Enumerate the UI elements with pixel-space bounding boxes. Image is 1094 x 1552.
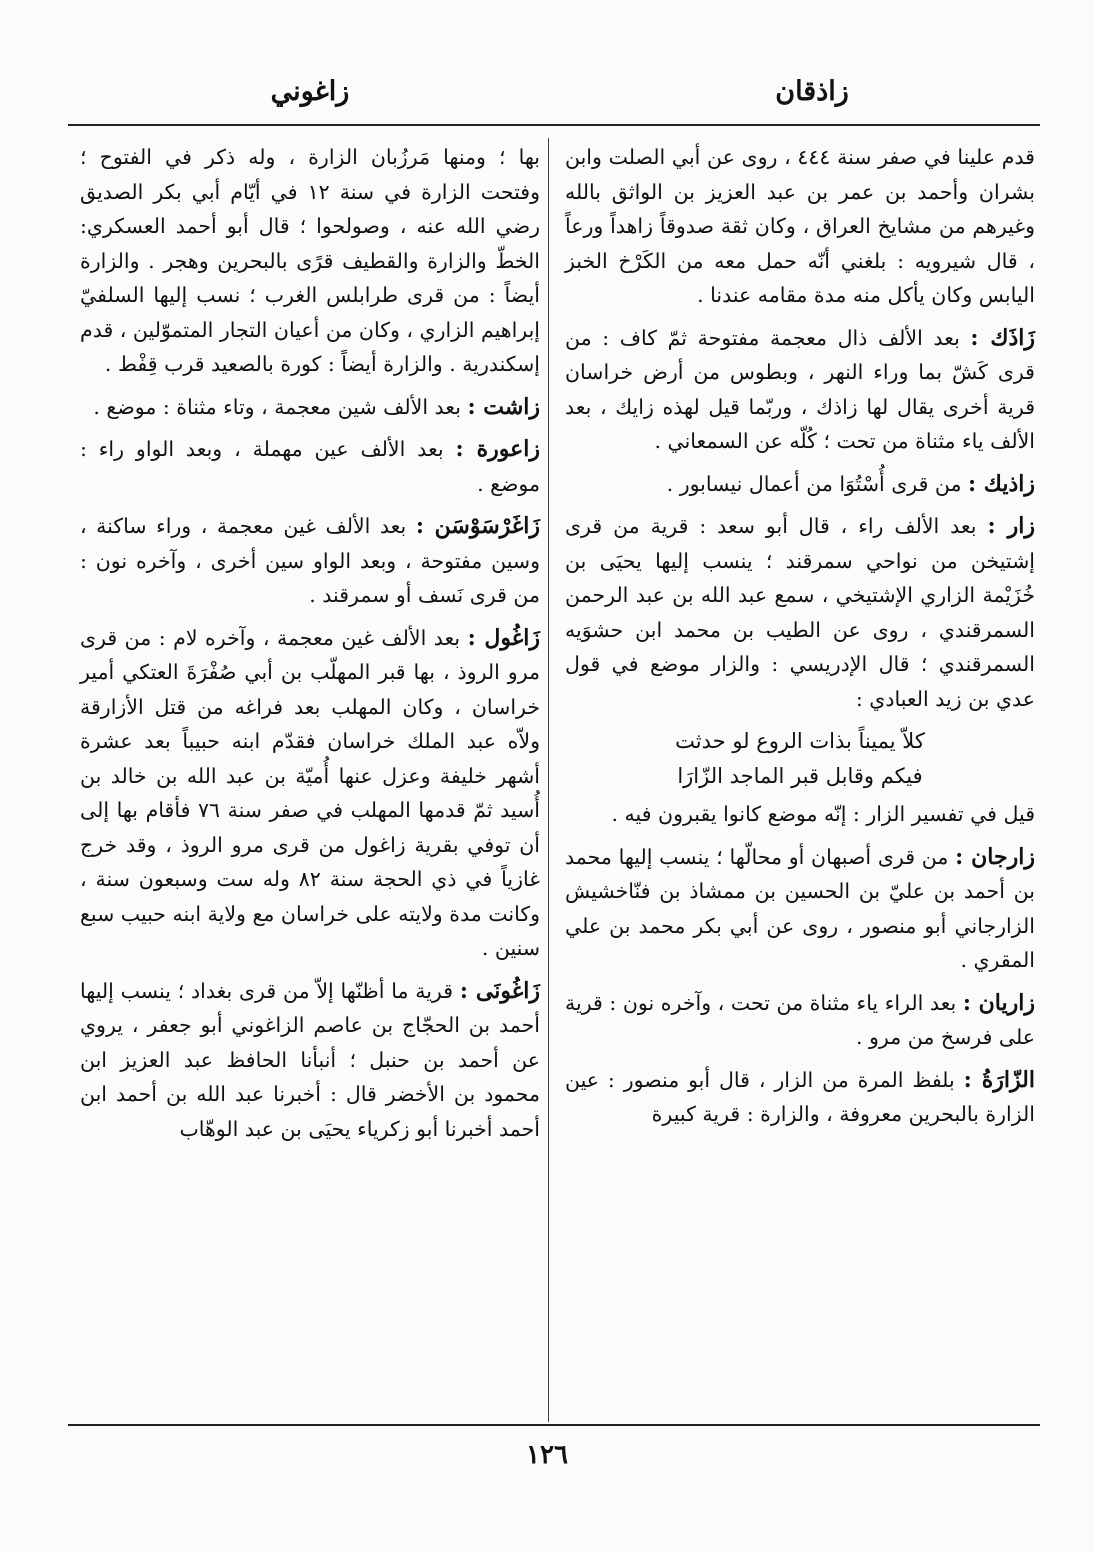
entry-headword: زارجان : bbox=[955, 843, 1035, 870]
entry-text: بعد الألف عين مهملة ، وبعد الواو راء : موضع . bbox=[80, 437, 540, 496]
entry-headword: زاذيك : bbox=[968, 470, 1035, 497]
page-number: ١٢٦ bbox=[526, 1440, 568, 1470]
entry bbox=[80, 509, 540, 613]
entry bbox=[565, 509, 1035, 716]
entry bbox=[565, 321, 1035, 459]
entry-headword: زاريان : bbox=[962, 989, 1035, 1016]
entry-note: قيل في تفسير الزار : إنّه موضع كانوا يقبرون فيه . bbox=[611, 802, 1035, 826]
verse-line: كلاّ يميناً بذات الروع لو حدثت bbox=[675, 729, 925, 753]
bottom-rule bbox=[68, 1424, 1040, 1426]
entry bbox=[80, 432, 540, 501]
entry-headword: زَاغُونَى : bbox=[459, 977, 540, 1004]
top-rule bbox=[68, 124, 1040, 126]
entry-text: بعد الألف ذال معجمة مفتوحة ثمّ كاف : من قرى كَشّ بما وراء النهر ، وبطوس من أرض خراسان قرية أخرى يقال لها زاذك ، وربّما قيل لهذه زايك ، بعد الألف ياء مثناة من تحت ؛ كُلّه عن السمعاني . bbox=[565, 325, 1035, 453]
entry-text: قرية ما أظنّها إلاّ من قرى بغداد ؛ ينسب إليها أحمد بن الحجّاج بن عاصم الزاغوني أبو جعفر ، يروي عن أحمد بن حنبل ؛ أنبأنا الحافظ عبد العزيز ابن محمود بن الأخضر قال : أخبرنا عبد الله بن أحمد ابن أحمد أخبرنا أبو زكرياء يحيَى بن عبد الوهّاب bbox=[80, 978, 540, 1141]
left-column bbox=[80, 140, 540, 1154]
running-header-left: زاغوني bbox=[270, 76, 350, 107]
entry-text: بلفظ المرة من الزار ، قال أبو منصور : عين الزارة بالبحرين معروفة ، والزارة : قرية كبيرة bbox=[565, 1067, 1035, 1126]
entry-text: بعد الألف راء ، قال أبو سعد : قرية من قرى إشتيخن من نواحي سمرقند ؛ ينسب إليها يحيَى بن خُزَيْمة الزاري الإشتيخي ، سمع عبد الله بن عبد الرحمن السمرقندي ، روى عن الطيب بن محمد ابن حشوَيه السمرقندي ؛ قال الإدريسي : والزار موضع في قول عدي بن زيد العبادي : bbox=[565, 514, 1035, 711]
entry-headword: زاشت : bbox=[467, 393, 540, 420]
entry-continuation: قدم علينا في صفر سنة ٤٤٤ ، روى عن أبي الصلت وابن بشران وأحمد بن عمر بن عبد العزيز بن الواثق بالله وغيرهم من مشايخ العراق ، وكان ثقة صدوقاً زاهداً ورعاً ، قال شيرويه : بلغني أنّه حمل معه من الكَرْخ الخبز اليابس وكان يأكل منه مدة مقامه عندنا . bbox=[565, 145, 1035, 307]
entry-headword: زَاغَرْسَوْسَن : bbox=[415, 513, 541, 539]
entry-text: بعد الألف شين معجمة ، وتاء مثناة : موضع . bbox=[93, 394, 461, 419]
entry-text: من قرى أُسْتُوَا من أعمال نيسابور . bbox=[666, 471, 962, 496]
column-divider bbox=[548, 138, 549, 1422]
entry-text: بعد الألف غين معجمة ، وراء ساكنة ، وسين مفتوحة ، وبعد الواو سين أخرى ، وآخره نون : من قرى نَسف أو سمرقند . bbox=[80, 514, 540, 607]
entry bbox=[565, 1063, 1035, 1132]
entry-continuation: بها ؛ ومنها مَرزُبان الزارة ، وله ذكر في الفتوح ؛ وفتحت الزارة في سنة ١٢ في أيّام أبي بكر الصديق رضي الله عنه ، وصولحوا ؛ قال أبو أحمد العسكري: الخطّ والزارة والقطيف قرًى بالبحرين وهجر . والزارة أيضاً : من قرى طرابلس الغرب ؛ نسب إليها السلفيّ إبراهيم الزاري ، وكان من أعيان التجار المتموّلين ، قدم إسكندرية . والزارة أيضاً : كورة بالصعيد قرب قِفْط . bbox=[80, 145, 541, 376]
verse-line: فيكم وقابل قبر الماجد الزّارَا bbox=[677, 763, 923, 788]
entry-headword: زاعورة : bbox=[455, 436, 540, 462]
entry-headword: زَاذَك : bbox=[970, 324, 1035, 351]
entry bbox=[80, 621, 540, 966]
entry-text: بعد الألف غين معجمة ، وآخره لام : من قرى مرو الروذ ، بها قبر المهلّب بن أبي صُفْرَةَ العتكي أمير خراسان ، وكان المهلب بعد فراغه من قتل الأزارقة ولاّه عبد الملك خراسان فقدّم ابنه حبيباً بعد عشرة أشهر خليفة وعزل عنها أُميّة بن عبد الله بن خالد بن أُسيد ثمّ قدمها المهلب في صفر سنة ٧٦ فأقام بها إلى أن توفي بقرية زاغول من قرى مرو الروذ ، وقد خرج غازياً في ذي الحجة سنة ٨٢ وله ست وسبعون سنة ، وكانت مدة ولايته على خراسان مع ولاية ابنه حبيب سبع سنين . bbox=[80, 625, 541, 960]
entry bbox=[565, 840, 1035, 978]
running-header-right: زاذقان bbox=[775, 76, 849, 107]
entry-headword: زَاغُول : bbox=[467, 624, 540, 651]
entry-headword: الزّارَةُ : bbox=[963, 1066, 1035, 1093]
entry bbox=[80, 974, 540, 1147]
entry-text: من قرى أصبهان أو محالّها ؛ ينسب إليها محمد بن أحمد بن عليّ بن الحسين بن ممشاذ بن فنّاخشيش الزارجاني أبو منصور ، روى عن أبي بكر محمد بن علي المقري . bbox=[565, 844, 1035, 972]
right-column bbox=[565, 140, 1035, 1140]
entry-headword: زار : bbox=[987, 513, 1035, 539]
entry-text: بعد الراء ياء مثناة من تحت ، وآخره نون : قرية على فرسخ من مرو . bbox=[565, 990, 1035, 1049]
entry bbox=[565, 986, 1035, 1055]
poem-verse bbox=[565, 724, 1035, 793]
entry bbox=[80, 390, 540, 425]
entry bbox=[565, 467, 1035, 502]
